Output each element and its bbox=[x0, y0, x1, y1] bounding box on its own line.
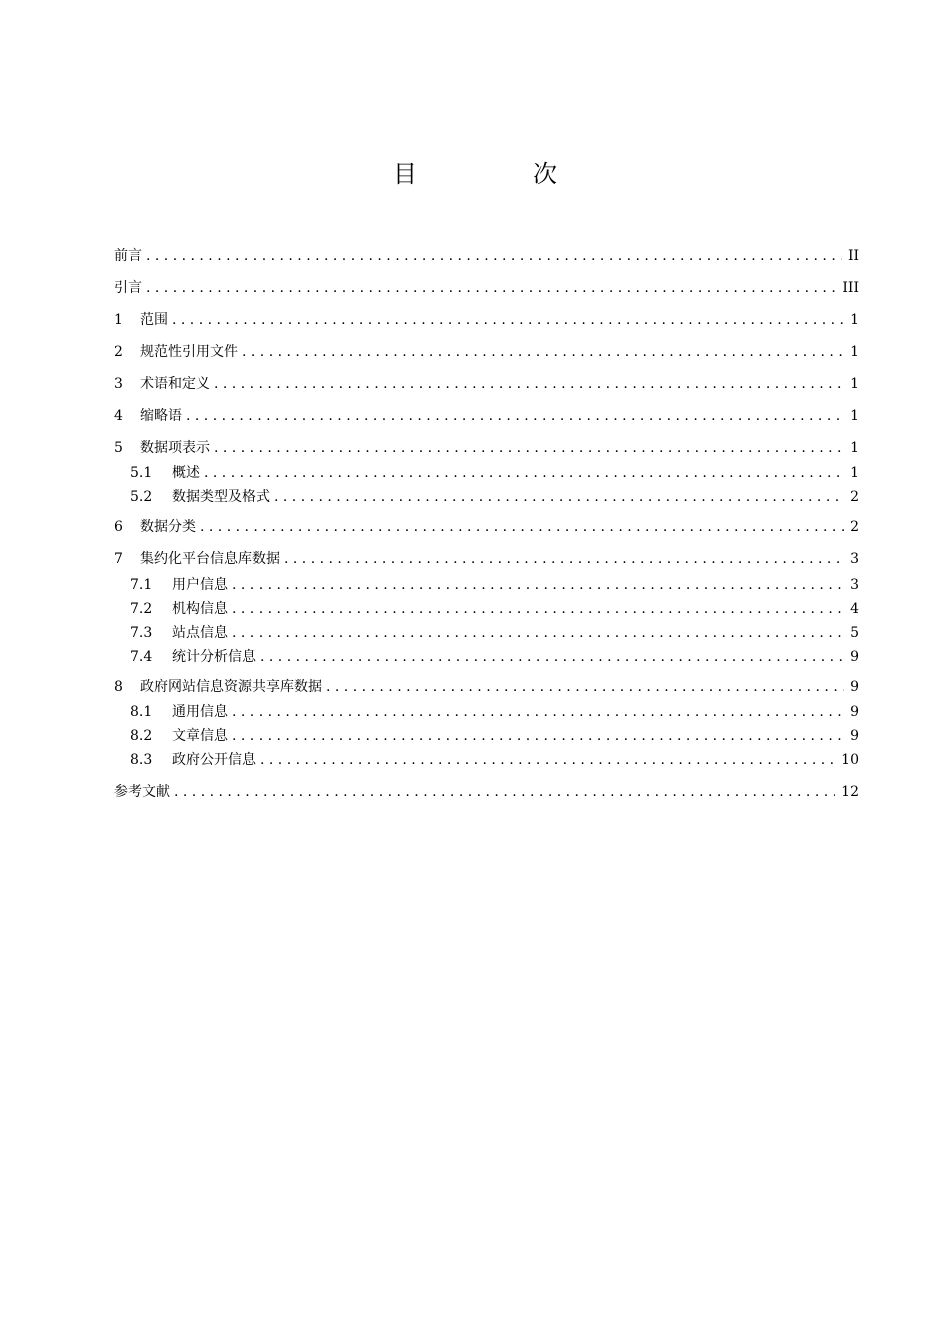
toc-section-number: 1 bbox=[114, 312, 123, 328]
toc-entry-label: 政府公开信息 bbox=[172, 752, 256, 768]
dot-leader bbox=[146, 278, 836, 298]
toc-section-number: 7.2 bbox=[130, 601, 153, 617]
toc-entry-5-1[interactable] bbox=[130, 463, 859, 483]
toc-section-number: 8.2 bbox=[130, 728, 153, 744]
dot-leader bbox=[274, 487, 844, 507]
toc-page-number: 1 bbox=[850, 312, 859, 328]
toc-page-number: 2 bbox=[850, 489, 859, 505]
toc-page-number: 1 bbox=[850, 465, 859, 481]
toc-entry-label: 政府网站信息资源共享库数据 bbox=[140, 679, 322, 695]
toc-entry-8-2[interactable] bbox=[130, 726, 859, 746]
toc-entry-label: 文章信息 bbox=[172, 728, 228, 744]
toc-entry-label: 前言 bbox=[114, 248, 142, 264]
toc-page-number: 4 bbox=[850, 601, 859, 617]
dot-leader bbox=[232, 575, 844, 595]
toc-section-number: 8.3 bbox=[130, 752, 153, 768]
toc-entry-label: 参考文献 bbox=[114, 784, 170, 800]
toc-page-number: 1 bbox=[850, 376, 859, 392]
toc-entry-label: 通用信息 bbox=[172, 704, 228, 720]
toc-section-number: 8 bbox=[114, 679, 123, 695]
toc-section-number: 7.3 bbox=[130, 625, 153, 641]
toc-page-number: 1 bbox=[850, 408, 859, 424]
toc-entry-8-1[interactable] bbox=[130, 702, 859, 722]
toc-page-number: 3 bbox=[850, 577, 859, 593]
toc-entry-label: 数据类型及格式 bbox=[172, 489, 270, 505]
toc-entry-label: 范围 bbox=[140, 312, 168, 328]
toc-page-number: 2 bbox=[850, 519, 859, 535]
toc-entry-8-3[interactable] bbox=[130, 750, 859, 770]
toc-section-number: 5.2 bbox=[130, 489, 153, 505]
toc-page-number: 1 bbox=[850, 440, 859, 456]
toc-entry-references[interactable] bbox=[114, 782, 859, 802]
toc-page-number: II bbox=[847, 248, 859, 264]
dot-leader bbox=[232, 702, 844, 722]
toc-entry-label: 用户信息 bbox=[172, 577, 228, 593]
toc-entry-label: 引言 bbox=[114, 280, 142, 296]
toc-entry-label: 规范性引用文件 bbox=[140, 344, 238, 360]
dot-leader bbox=[214, 374, 844, 394]
toc-page-number: III bbox=[842, 280, 859, 296]
toc-section-number: 6 bbox=[114, 519, 123, 535]
toc-section-number: 4 bbox=[114, 408, 123, 424]
toc-entry-6[interactable] bbox=[114, 517, 859, 537]
dot-leader bbox=[260, 750, 835, 770]
page-title: 目 次 bbox=[393, 160, 603, 188]
toc-entry-7-3[interactable] bbox=[130, 623, 859, 643]
dot-leader bbox=[186, 406, 844, 426]
toc-section-number: 3 bbox=[114, 376, 123, 392]
toc-entry-5-2[interactable] bbox=[130, 487, 859, 507]
toc-entry-label: 术语和定义 bbox=[140, 376, 210, 392]
toc-entry-label: 缩略语 bbox=[140, 408, 182, 424]
toc-entry-8[interactable] bbox=[114, 677, 859, 697]
toc-entry-7-1[interactable] bbox=[130, 575, 859, 595]
toc-entry-label: 数据项表示 bbox=[140, 440, 210, 456]
dot-leader bbox=[260, 647, 844, 667]
toc-page-number: 1 bbox=[850, 344, 859, 360]
toc-entry-1[interactable] bbox=[114, 310, 859, 330]
dot-leader bbox=[232, 726, 844, 746]
toc-entry-label: 统计分析信息 bbox=[172, 649, 256, 665]
toc-section-number: 7.4 bbox=[130, 649, 153, 665]
dot-leader bbox=[284, 549, 844, 569]
toc-entry-foreword[interactable] bbox=[114, 246, 859, 266]
dot-leader bbox=[146, 246, 842, 266]
toc-entry-4[interactable] bbox=[114, 406, 859, 426]
dot-leader bbox=[214, 438, 844, 458]
toc-page-number: 9 bbox=[850, 704, 859, 720]
toc-page-number: 9 bbox=[850, 649, 859, 665]
dot-leader bbox=[204, 463, 844, 483]
dot-leader bbox=[326, 677, 844, 697]
toc-section-number: 8.1 bbox=[130, 704, 153, 720]
toc-page-number: 12 bbox=[841, 784, 859, 800]
toc-entry-label: 站点信息 bbox=[172, 625, 228, 641]
toc-page-number: 9 bbox=[850, 728, 859, 744]
toc-section-number: 2 bbox=[114, 344, 123, 360]
dot-leader bbox=[174, 782, 835, 802]
toc-section-number: 7.1 bbox=[130, 577, 153, 593]
toc-page-number: 3 bbox=[850, 551, 859, 567]
toc-entry-introduction[interactable] bbox=[114, 278, 859, 298]
toc-entry-label: 机构信息 bbox=[172, 601, 228, 617]
toc-entry-2[interactable] bbox=[114, 342, 859, 362]
toc-page-number: 5 bbox=[850, 625, 859, 641]
dot-leader bbox=[172, 310, 844, 330]
toc-page-number: 9 bbox=[850, 679, 859, 695]
dot-leader bbox=[242, 342, 844, 362]
toc-page-number: 10 bbox=[841, 752, 859, 768]
toc-entry-label: 集约化平台信息库数据 bbox=[140, 551, 280, 567]
dot-leader bbox=[200, 517, 844, 537]
toc-entry-7[interactable] bbox=[114, 549, 859, 569]
toc-entry-label: 数据分类 bbox=[140, 519, 196, 535]
dot-leader bbox=[232, 599, 844, 619]
toc-section-number: 7 bbox=[114, 551, 123, 567]
dot-leader bbox=[232, 623, 844, 643]
toc-entry-label: 概述 bbox=[172, 465, 200, 481]
toc-entry-7-4[interactable] bbox=[130, 647, 859, 667]
toc-entry-5[interactable] bbox=[114, 438, 859, 458]
toc-entry-7-2[interactable] bbox=[130, 599, 859, 619]
toc-entry-3[interactable] bbox=[114, 374, 859, 394]
toc-section-number: 5.1 bbox=[130, 465, 153, 481]
toc-section-number: 5 bbox=[114, 440, 123, 456]
